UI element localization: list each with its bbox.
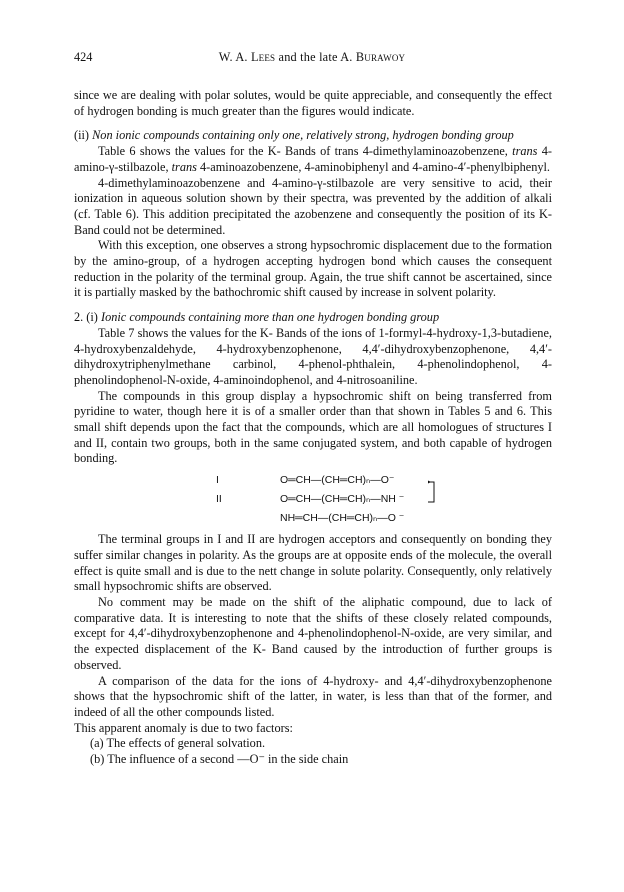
formula-ii-lower: NH═CH—(CH═CH)ₙ—O ⁻: [280, 512, 405, 525]
author-lees: Lees: [250, 50, 276, 64]
page-body: [74, 88, 552, 768]
author-burawoy: Burawoy: [355, 50, 406, 64]
section-heading-ii: [74, 128, 552, 144]
formula-ii-upper: O═CH—(CH═CH)ₙ—NH ⁻: [280, 493, 405, 506]
section-title: Ionic compounds containing more than one hydrogen bonding group: [100, 310, 440, 325]
text-italic: trans: [512, 144, 538, 159]
running-header: [74, 50, 550, 66]
text-run: 4-aminoazobenzene, 4-aminobiphenyl and 4-amino-4′-phenylbiphenyl.: [196, 159, 550, 174]
authors-middle: and the late A.: [275, 50, 356, 64]
paragraph-acid-sensitivity: 4-dimethylaminoazobenzene and 4-amino-γ-stilbazole are very sensitive to acid, their ionization in aqueous solution shown by their spectra, was prevented by the addition of alkali (cf. Table 6). This addition precipitated the azobenzene and consequently the position of its K- Band could not be determined.: [74, 175, 552, 237]
paragraph-comparison: A comparison of the data for the ions of 4-hydroxy- and 4,4′-dihydroxybenzophenone shows that the hypsochromic shift of the latter, in water, is less than that of the former, and indeed of all the other compounds listed.: [74, 673, 552, 719]
paragraph-table7: Table 7 shows the values for the K- Bands of the ions of 1-formyl-4-hydroxy-1,3-butadiene, 4-hydroxybenzaldehyde, 4-hydroxybenzophenone, 4,4′-dihydroxybenzophenone, 4,4′-dihydroxytriphenylmethane carbinol, 4-phenol-phthalein, 4-phenolindophenol, 4-phenolindophenol-N-oxide, 4-aminoindophenol, and 4-nitrosoaniline.: [74, 325, 552, 387]
section-title: Non ionic compounds containing only one, relatively strong, hydrogen bonding group: [92, 128, 514, 143]
structure-label-ii: II: [216, 493, 222, 506]
resonance-arrow-icon: [427, 479, 437, 505]
paragraph-compounds-shift: The compounds in this group display a hypsochromic shift on being transferred from pyridine to water, though here it is of a smaller order than that shown in Tables 5 and 6. This small shift depends upon the fact that the compounds, which are all homologues of structures I and II, contain two groups, both in the same conjugated system, and both capable of hydrogen bonding.: [74, 388, 552, 466]
section-number: (ii): [74, 128, 93, 143]
list-item: (b) The influence of a second —O⁻ in the side chain: [90, 752, 349, 767]
text-run: 4-amino-γ-stilbazole,: [74, 144, 552, 174]
paragraph-anomaly: This apparent anomaly is due to two factors:: [74, 720, 293, 735]
formula-i: O═CH—(CH═CH)ₙ—O⁻: [280, 474, 395, 487]
text-italic: trans: [171, 159, 197, 174]
structure-label-i: I: [216, 474, 219, 487]
section-number: 2. (i): [74, 310, 101, 325]
paragraph-terminal-groups: The terminal groups in I and II are hydrogen acceptors and consequently on bonding they suffer similar changes in polarity. As the groups are at opposite ends of the molecule, the overall effect is quite small and is due to the nett change in solute polarity. Consequently, only relatively small hypsochromic shifts are observed.: [74, 532, 552, 594]
authors-prefix: W. A.: [218, 50, 251, 64]
paragraph-hypsochromic: With this exception, one observes a strong hypsochromic displacement due to the formation by the amino-group, of a hydrogen accepting hydrogen bond which causes the consequent reduction in the polarity of the terminal group. Again, the true shift cannot be ascertained, since it is partially masked by the bathochromic shift caused by increase in solvent polarity.: [74, 238, 552, 300]
page-number: 424: [74, 50, 93, 64]
paragraph-no-comment: No comment may be made on the shift of the aliphatic compound, due to lack of comparative data. It is interesting to note that the shifts of these closely related compounds, except for 4,4′-dihydroxybenzophenone and 4-phenolindophenol-N-oxide, are very similar, and the expected displacement of the K- Band caused by the introduction of further groups is observed.: [74, 594, 552, 672]
factors-list: [74, 736, 552, 767]
running-title: [74, 50, 550, 66]
list-item: (a) The effects of general solvation.: [90, 736, 266, 751]
text-run: Table 6 shows the values for the K- Bands of trans 4-dimethylaminoazobenzene,: [98, 144, 513, 159]
paragraph-continuation: since we are dealing with polar solutes, would be quite appreciable, and consequently the effect of hydrogen bonding is much greater than the figures would indicate.: [74, 88, 552, 118]
paragraph-table6: [74, 144, 552, 175]
structure-formulas: [74, 471, 552, 529]
section-heading-2i: [74, 310, 552, 326]
